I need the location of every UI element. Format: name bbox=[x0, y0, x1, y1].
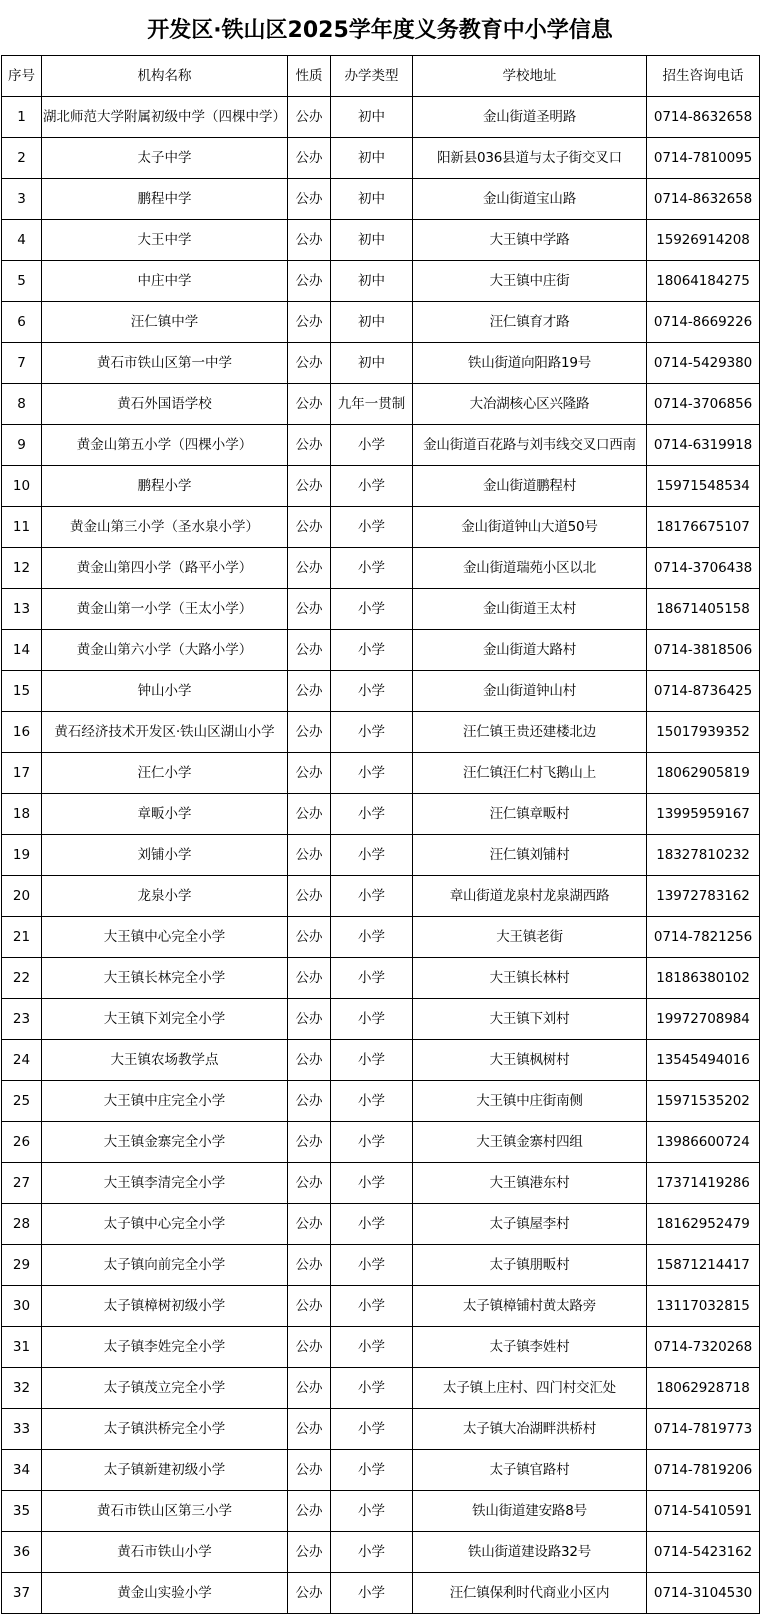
school-type: 小学 bbox=[331, 835, 413, 876]
school-nature: 公办 bbox=[288, 97, 331, 138]
school-type: 初中 bbox=[331, 220, 413, 261]
row-index: 3 bbox=[2, 179, 42, 220]
school-address: 金山街道鹏程村 bbox=[413, 466, 647, 507]
school-name: 龙泉小学 bbox=[42, 876, 288, 917]
school-type: 小学 bbox=[331, 1368, 413, 1409]
school-name: 大王镇金寨完全小学 bbox=[42, 1122, 288, 1163]
school-name: 汪仁镇中学 bbox=[42, 302, 288, 343]
school-type: 小学 bbox=[331, 1409, 413, 1450]
row-index: 26 bbox=[2, 1122, 42, 1163]
school-name: 大王镇中心完全小学 bbox=[42, 917, 288, 958]
enrollment-phone: 18186380102 bbox=[647, 958, 760, 999]
table-row bbox=[2, 794, 760, 835]
school-nature: 公办 bbox=[288, 1491, 331, 1532]
school-name: 太子镇洪桥完全小学 bbox=[42, 1409, 288, 1450]
enrollment-phone: 13972783162 bbox=[647, 876, 760, 917]
enrollment-phone: 0714-8736425 bbox=[647, 671, 760, 712]
school-name: 章畈小学 bbox=[42, 794, 288, 835]
school-type: 小学 bbox=[331, 712, 413, 753]
row-index: 10 bbox=[2, 466, 42, 507]
enrollment-phone: 18327810232 bbox=[647, 835, 760, 876]
school-name: 黄金山第五小学（四棵小学） bbox=[42, 425, 288, 466]
school-type: 小学 bbox=[331, 999, 413, 1040]
school-name: 大王镇李清完全小学 bbox=[42, 1163, 288, 1204]
school-type: 初中 bbox=[331, 302, 413, 343]
row-index: 31 bbox=[2, 1327, 42, 1368]
enrollment-phone: 0714-7821256 bbox=[647, 917, 760, 958]
school-nature: 公办 bbox=[288, 1204, 331, 1245]
table-row bbox=[2, 507, 760, 548]
enrollment-phone: 0714-8632658 bbox=[647, 97, 760, 138]
school-type: 小学 bbox=[331, 1245, 413, 1286]
row-index: 13 bbox=[2, 589, 42, 630]
school-nature: 公办 bbox=[288, 1245, 331, 1286]
school-address: 太子镇李姓村 bbox=[413, 1327, 647, 1368]
school-nature: 公办 bbox=[288, 1122, 331, 1163]
school-address: 汪仁镇保利时代商业小区内 bbox=[413, 1573, 647, 1614]
school-type: 小学 bbox=[331, 589, 413, 630]
school-address: 太子镇朋畈村 bbox=[413, 1245, 647, 1286]
row-index: 20 bbox=[2, 876, 42, 917]
school-type: 小学 bbox=[331, 1327, 413, 1368]
school-name: 太子镇中心完全小学 bbox=[42, 1204, 288, 1245]
enrollment-phone: 0714-5410591 bbox=[647, 1491, 760, 1532]
school-address: 大王镇枫树村 bbox=[413, 1040, 647, 1081]
row-index: 5 bbox=[2, 261, 42, 302]
table-row bbox=[2, 1286, 760, 1327]
school-type: 初中 bbox=[331, 179, 413, 220]
school-nature: 公办 bbox=[288, 384, 331, 425]
school-type: 小学 bbox=[331, 1491, 413, 1532]
school-nature: 公办 bbox=[288, 507, 331, 548]
row-index: 15 bbox=[2, 671, 42, 712]
school-name: 大王镇中庄完全小学 bbox=[42, 1081, 288, 1122]
enrollment-phone: 19972708984 bbox=[647, 999, 760, 1040]
enrollment-phone: 15871214417 bbox=[647, 1245, 760, 1286]
school-nature: 公办 bbox=[288, 138, 331, 179]
enrollment-phone: 18671405158 bbox=[647, 589, 760, 630]
table-row bbox=[2, 1327, 760, 1368]
table-row bbox=[2, 1450, 760, 1491]
school-name: 黄金山第三小学（圣水泉小学） bbox=[42, 507, 288, 548]
school-name: 太子镇樟树初级小学 bbox=[42, 1286, 288, 1327]
table-row bbox=[2, 302, 760, 343]
school-nature: 公办 bbox=[288, 958, 331, 999]
school-name: 黄金山第四小学（路平小学） bbox=[42, 548, 288, 589]
enrollment-phone: 0714-6319918 bbox=[647, 425, 760, 466]
table-row bbox=[2, 671, 760, 712]
school-address: 金山街道钟山大道50号 bbox=[413, 507, 647, 548]
school-nature: 公办 bbox=[288, 630, 331, 671]
school-type: 小学 bbox=[331, 1163, 413, 1204]
school-address: 太子镇屋李村 bbox=[413, 1204, 647, 1245]
school-name: 太子镇李姓完全小学 bbox=[42, 1327, 288, 1368]
school-name: 黄金山第六小学（大路小学） bbox=[42, 630, 288, 671]
row-index: 29 bbox=[2, 1245, 42, 1286]
table-row bbox=[2, 466, 760, 507]
table-row bbox=[2, 1245, 760, 1286]
school-nature: 公办 bbox=[288, 1409, 331, 1450]
school-name: 太子镇向前完全小学 bbox=[42, 1245, 288, 1286]
school-type: 初中 bbox=[331, 138, 413, 179]
school-nature: 公办 bbox=[288, 1327, 331, 1368]
enrollment-phone: 18062905819 bbox=[647, 753, 760, 794]
column-header-address: 学校地址 bbox=[413, 56, 647, 97]
table-row bbox=[2, 548, 760, 589]
school-info-table bbox=[1, 55, 760, 1614]
school-address: 汪仁镇刘铺村 bbox=[413, 835, 647, 876]
table-row bbox=[2, 589, 760, 630]
table-row bbox=[2, 1409, 760, 1450]
row-index: 36 bbox=[2, 1532, 42, 1573]
school-name: 湖北师范大学附属初级中学（四棵中学） bbox=[42, 97, 288, 138]
school-nature: 公办 bbox=[288, 1081, 331, 1122]
school-address: 太子镇樟铺村黄太路旁 bbox=[413, 1286, 647, 1327]
table-row bbox=[2, 999, 760, 1040]
school-type: 小学 bbox=[331, 1286, 413, 1327]
table-row bbox=[2, 1491, 760, 1532]
school-nature: 公办 bbox=[288, 1368, 331, 1409]
school-nature: 公办 bbox=[288, 1163, 331, 1204]
school-address: 金山街道瑞苑小区以北 bbox=[413, 548, 647, 589]
enrollment-phone: 18162952479 bbox=[647, 1204, 760, 1245]
row-index: 16 bbox=[2, 712, 42, 753]
column-header-name: 机构名称 bbox=[42, 56, 288, 97]
school-address: 金山街道钟山村 bbox=[413, 671, 647, 712]
school-name: 钟山小学 bbox=[42, 671, 288, 712]
school-name: 大王镇农场教学点 bbox=[42, 1040, 288, 1081]
school-type: 小学 bbox=[331, 753, 413, 794]
table-row bbox=[2, 1532, 760, 1573]
school-name: 太子镇新建初级小学 bbox=[42, 1450, 288, 1491]
row-index: 25 bbox=[2, 1081, 42, 1122]
school-nature: 公办 bbox=[288, 999, 331, 1040]
enrollment-phone: 0714-3104530 bbox=[647, 1573, 760, 1614]
school-name: 汪仁小学 bbox=[42, 753, 288, 794]
enrollment-phone: 0714-7320268 bbox=[647, 1327, 760, 1368]
enrollment-phone: 17371419286 bbox=[647, 1163, 760, 1204]
row-index: 14 bbox=[2, 630, 42, 671]
row-index: 12 bbox=[2, 548, 42, 589]
school-address: 大王镇中学路 bbox=[413, 220, 647, 261]
school-type: 小学 bbox=[331, 1204, 413, 1245]
school-name: 大王中学 bbox=[42, 220, 288, 261]
school-type: 小学 bbox=[331, 1122, 413, 1163]
school-name: 鹏程中学 bbox=[42, 179, 288, 220]
column-header-index: 序号 bbox=[2, 56, 42, 97]
row-index: 24 bbox=[2, 1040, 42, 1081]
table-row bbox=[2, 261, 760, 302]
enrollment-phone: 0714-8669226 bbox=[647, 302, 760, 343]
school-address: 大王镇中庄街南侧 bbox=[413, 1081, 647, 1122]
row-index: 34 bbox=[2, 1450, 42, 1491]
school-type: 小学 bbox=[331, 507, 413, 548]
row-index: 8 bbox=[2, 384, 42, 425]
school-nature: 公办 bbox=[288, 343, 331, 384]
row-index: 28 bbox=[2, 1204, 42, 1245]
school-address: 汪仁镇王贵还建楼北边 bbox=[413, 712, 647, 753]
school-nature: 公办 bbox=[288, 548, 331, 589]
enrollment-phone: 13995959167 bbox=[647, 794, 760, 835]
school-name: 黄金山实验小学 bbox=[42, 1573, 288, 1614]
school-name: 鹏程小学 bbox=[42, 466, 288, 507]
enrollment-phone: 13117032815 bbox=[647, 1286, 760, 1327]
school-nature: 公办 bbox=[288, 712, 331, 753]
column-header-nature: 性质 bbox=[288, 56, 331, 97]
enrollment-phone: 15926914208 bbox=[647, 220, 760, 261]
table-row bbox=[2, 835, 760, 876]
school-name: 大王镇下刘完全小学 bbox=[42, 999, 288, 1040]
school-nature: 公办 bbox=[288, 1532, 331, 1573]
enrollment-phone: 15017939352 bbox=[647, 712, 760, 753]
row-index: 21 bbox=[2, 917, 42, 958]
row-index: 30 bbox=[2, 1286, 42, 1327]
table-row bbox=[2, 97, 760, 138]
school-type: 小学 bbox=[331, 1450, 413, 1491]
school-nature: 公办 bbox=[288, 1573, 331, 1614]
school-type: 小学 bbox=[331, 876, 413, 917]
table-row bbox=[2, 958, 760, 999]
row-index: 32 bbox=[2, 1368, 42, 1409]
enrollment-phone: 0714-7819773 bbox=[647, 1409, 760, 1450]
school-address: 太子镇大冶湖畔洪桥村 bbox=[413, 1409, 647, 1450]
school-nature: 公办 bbox=[288, 1040, 331, 1081]
table-row bbox=[2, 1122, 760, 1163]
school-type: 小学 bbox=[331, 425, 413, 466]
row-index: 18 bbox=[2, 794, 42, 835]
enrollment-phone: 0714-3818506 bbox=[647, 630, 760, 671]
school-nature: 公办 bbox=[288, 794, 331, 835]
table-row bbox=[2, 1368, 760, 1409]
school-name: 太子镇茂立完全小学 bbox=[42, 1368, 288, 1409]
school-address: 大冶湖核心区兴隆路 bbox=[413, 384, 647, 425]
table-row bbox=[2, 384, 760, 425]
enrollment-phone: 0714-5423162 bbox=[647, 1532, 760, 1573]
school-address: 章山街道龙泉村龙泉湖西路 bbox=[413, 876, 647, 917]
school-address: 汪仁镇章畈村 bbox=[413, 794, 647, 835]
school-name: 黄石外国语学校 bbox=[42, 384, 288, 425]
enrollment-phone: 0714-8632658 bbox=[647, 179, 760, 220]
row-index: 1 bbox=[2, 97, 42, 138]
school-type: 小学 bbox=[331, 958, 413, 999]
school-address: 金山街道圣明路 bbox=[413, 97, 647, 138]
school-address: 大王镇下刘村 bbox=[413, 999, 647, 1040]
school-address: 阳新县036县道与太子街交叉口 bbox=[413, 138, 647, 179]
school-address: 金山街道宝山路 bbox=[413, 179, 647, 220]
row-index: 4 bbox=[2, 220, 42, 261]
table-row bbox=[2, 630, 760, 671]
school-type: 初中 bbox=[331, 261, 413, 302]
school-nature: 公办 bbox=[288, 753, 331, 794]
table-row bbox=[2, 876, 760, 917]
enrollment-phone: 0714-3706856 bbox=[647, 384, 760, 425]
table-row bbox=[2, 138, 760, 179]
table-row bbox=[2, 425, 760, 466]
school-type: 小学 bbox=[331, 1040, 413, 1081]
school-type: 小学 bbox=[331, 1081, 413, 1122]
school-nature: 公办 bbox=[288, 179, 331, 220]
enrollment-phone: 13986600724 bbox=[647, 1122, 760, 1163]
school-name: 中庄中学 bbox=[42, 261, 288, 302]
school-name: 刘铺小学 bbox=[42, 835, 288, 876]
school-address: 太子镇上庄村、四门村交汇处 bbox=[413, 1368, 647, 1409]
school-type: 小学 bbox=[331, 671, 413, 712]
enrollment-phone: 18062928718 bbox=[647, 1368, 760, 1409]
school-nature: 公办 bbox=[288, 466, 331, 507]
row-index: 23 bbox=[2, 999, 42, 1040]
row-index: 27 bbox=[2, 1163, 42, 1204]
school-type: 小学 bbox=[331, 1532, 413, 1573]
school-name: 大王镇长林完全小学 bbox=[42, 958, 288, 999]
school-nature: 公办 bbox=[288, 1450, 331, 1491]
school-nature: 公办 bbox=[288, 302, 331, 343]
row-index: 19 bbox=[2, 835, 42, 876]
school-type: 小学 bbox=[331, 1573, 413, 1614]
table-row bbox=[2, 712, 760, 753]
enrollment-phone: 0714-7810095 bbox=[647, 138, 760, 179]
school-address: 大王镇长林村 bbox=[413, 958, 647, 999]
school-address: 金山街道大路村 bbox=[413, 630, 647, 671]
school-name: 黄金山第一小学（王太小学） bbox=[42, 589, 288, 630]
school-address: 大王镇老街 bbox=[413, 917, 647, 958]
enrollment-phone: 0714-3706438 bbox=[647, 548, 760, 589]
school-address: 太子镇官路村 bbox=[413, 1450, 647, 1491]
school-nature: 公办 bbox=[288, 876, 331, 917]
school-type: 九年一贯制 bbox=[331, 384, 413, 425]
school-address: 铁山街道建安路8号 bbox=[413, 1491, 647, 1532]
table-row bbox=[2, 1573, 760, 1614]
page-title: 开发区·铁山区2025学年度义务教育中小学信息 bbox=[147, 17, 613, 43]
school-name: 黄石市铁山小学 bbox=[42, 1532, 288, 1573]
school-name: 太子中学 bbox=[42, 138, 288, 179]
row-index: 33 bbox=[2, 1409, 42, 1450]
school-type: 初中 bbox=[331, 343, 413, 384]
school-type: 小学 bbox=[331, 630, 413, 671]
table-row bbox=[2, 220, 760, 261]
row-index: 11 bbox=[2, 507, 42, 548]
school-address: 汪仁镇育才路 bbox=[413, 302, 647, 343]
enrollment-phone: 13545494016 bbox=[647, 1040, 760, 1081]
school-nature: 公办 bbox=[288, 917, 331, 958]
school-address: 金山街道王太村 bbox=[413, 589, 647, 630]
school-nature: 公办 bbox=[288, 835, 331, 876]
school-type: 小学 bbox=[331, 548, 413, 589]
school-nature: 公办 bbox=[288, 671, 331, 712]
school-address: 大王镇金寨村四组 bbox=[413, 1122, 647, 1163]
row-index: 37 bbox=[2, 1573, 42, 1614]
school-type: 小学 bbox=[331, 794, 413, 835]
enrollment-phone: 18176675107 bbox=[647, 507, 760, 548]
column-header-phone: 招生咨询电话 bbox=[647, 56, 760, 97]
enrollment-phone: 0714-7819206 bbox=[647, 1450, 760, 1491]
enrollment-phone: 15971548534 bbox=[647, 466, 760, 507]
school-name: 黄石市铁山区第三小学 bbox=[42, 1491, 288, 1532]
row-index: 17 bbox=[2, 753, 42, 794]
school-nature: 公办 bbox=[288, 220, 331, 261]
school-name: 黄石经济技术开发区·铁山区湖山小学 bbox=[42, 712, 288, 753]
row-index: 22 bbox=[2, 958, 42, 999]
table-row bbox=[2, 1204, 760, 1245]
row-index: 7 bbox=[2, 343, 42, 384]
enrollment-phone: 15971535202 bbox=[647, 1081, 760, 1122]
table-row bbox=[2, 1040, 760, 1081]
school-address: 大王镇港东村 bbox=[413, 1163, 647, 1204]
school-nature: 公办 bbox=[288, 1286, 331, 1327]
school-address: 铁山街道向阳路19号 bbox=[413, 343, 647, 384]
table-row bbox=[2, 1163, 760, 1204]
school-nature: 公办 bbox=[288, 425, 331, 466]
table-row bbox=[2, 1081, 760, 1122]
school-address: 金山街道百花路与刘韦线交叉口西南 bbox=[413, 425, 647, 466]
school-nature: 公办 bbox=[288, 261, 331, 302]
row-index: 35 bbox=[2, 1491, 42, 1532]
school-nature: 公办 bbox=[288, 589, 331, 630]
table-row bbox=[2, 179, 760, 220]
table-row bbox=[2, 917, 760, 958]
school-address: 铁山街道建设路32号 bbox=[413, 1532, 647, 1573]
enrollment-phone: 18064184275 bbox=[647, 261, 760, 302]
school-name: 黄石市铁山区第一中学 bbox=[42, 343, 288, 384]
enrollment-phone: 0714-5429380 bbox=[647, 343, 760, 384]
school-address: 大王镇中庄街 bbox=[413, 261, 647, 302]
school-type: 小学 bbox=[331, 466, 413, 507]
table-row bbox=[2, 343, 760, 384]
row-index: 9 bbox=[2, 425, 42, 466]
table-header-row bbox=[2, 56, 760, 97]
row-index: 2 bbox=[2, 138, 42, 179]
school-type: 初中 bbox=[331, 97, 413, 138]
column-header-school-type: 办学类型 bbox=[331, 56, 413, 97]
row-index: 6 bbox=[2, 302, 42, 343]
table-row bbox=[2, 753, 760, 794]
school-address: 汪仁镇汪仁村飞鹅山上 bbox=[413, 753, 647, 794]
school-type: 小学 bbox=[331, 917, 413, 958]
